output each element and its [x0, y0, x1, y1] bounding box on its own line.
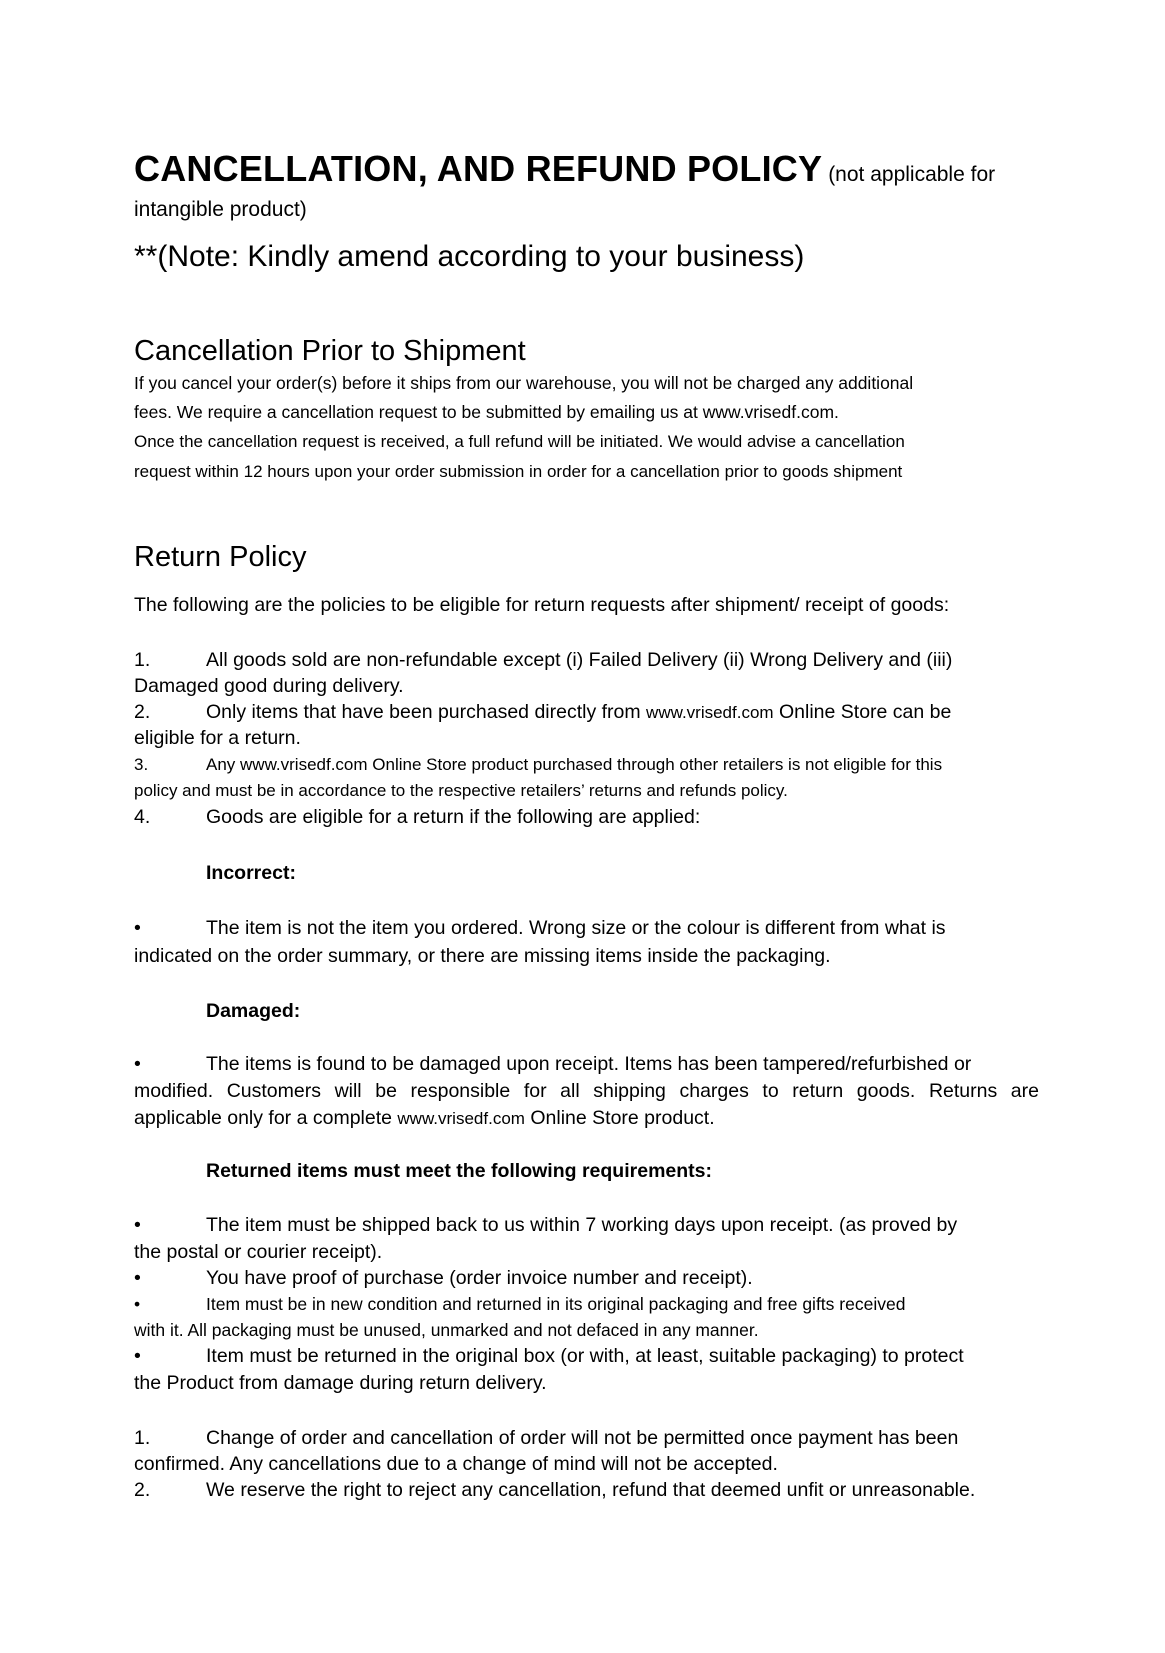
cancellation-line: Once the cancellation request is received, a full refund will be initiated. We would advise a cancellation — [134, 432, 905, 451]
list-item-text: We reserve the right to reject any cancellation, refund that deemed unfit or unreasonable. — [206, 1479, 976, 1501]
bullet-text: Online Store product. — [524, 1107, 715, 1129]
bullet-text: Item must be in new condition and returned in its original packaging and free gifts received — [206, 1294, 906, 1314]
return-intro: The following are the policies to be eligible for return requests after shipment/ receipt of goods: — [134, 594, 950, 616]
bullet-text: applicable only for a complete — [134, 1107, 398, 1129]
bullet-item — [134, 1345, 964, 1368]
bullet-text: The item must be shipped back to us within 7 working days upon receipt. (as proved by — [206, 1214, 958, 1236]
title-sub-continued: intangible product) — [134, 198, 307, 221]
list-item-continued: Damaged good during delivery. — [134, 675, 404, 697]
list-item-text: All goods sold are non-refundable except (i) Failed Delivery (ii) Wrong Delivery and (iii) — [206, 649, 953, 671]
title-sub: (not applicable for — [828, 163, 996, 186]
bullet-text: The item is not the item you ordered. Wrong size or the colour is different from what is — [206, 917, 946, 939]
site-link-text: www.vrisedf.com — [397, 1109, 525, 1128]
site-link-text: www.vrisedf.com — [646, 703, 774, 722]
damaged-heading: Damaged: — [206, 1000, 301, 1022]
list-number: 3. — [134, 755, 149, 774]
title-main: CANCELLATION, AND REFUND POLICY — [134, 148, 823, 189]
page-title — [134, 148, 995, 190]
bullet-item-continued — [134, 1107, 715, 1130]
bullet-item-continued: the Product from damage during return delivery. — [134, 1372, 547, 1394]
bullet-item — [134, 1267, 753, 1290]
list-item-text: Goods are eligible for a return if the following are applied: — [206, 806, 701, 828]
cancellation-heading: Cancellation Prior to Shipment — [134, 335, 526, 367]
bullet-item — [134, 1214, 957, 1237]
bullet-text: Item must be returned in the original box (or with, at least, suitable packaging) to protect — [206, 1345, 964, 1367]
list-item-continued: confirmed. Any cancellations due to a change of mind will not be accepted. — [134, 1453, 778, 1475]
bullet: • — [134, 917, 141, 939]
bullet: • — [134, 1345, 141, 1367]
list-item — [134, 1427, 958, 1450]
bullet: • — [134, 1267, 141, 1289]
bullet-item — [134, 917, 946, 940]
list-item — [134, 755, 942, 775]
list-number: 2. — [134, 1479, 151, 1501]
bullet-item-continued: indicated on the order summary, or there are missing items inside the packaging. — [134, 945, 831, 967]
list-number: 1. — [134, 1427, 151, 1449]
list-item — [134, 649, 952, 672]
bullet-item-continued: modified. Customers will be responsible for all shipping charges to return goods. Returns are — [134, 1080, 1039, 1102]
list-item-continued: eligible for a return. — [134, 727, 301, 749]
list-item-continued: policy and must be in accordance to the respective retailers’ returns and refunds policy. — [134, 781, 788, 800]
list-item — [134, 701, 951, 724]
incorrect-heading: Incorrect: — [206, 862, 296, 884]
list-number: 4. — [134, 806, 151, 828]
bullet: • — [134, 1294, 141, 1314]
list-item-text: Online Store can be — [773, 701, 952, 723]
list-item-text: Any www.vrisedf.com Online Store product purchased through other retailers is not eligible for this — [206, 755, 943, 774]
amend-note: **(Note: Kindly amend according to your business) — [134, 240, 805, 273]
list-item-text: Change of order and cancellation of order will not be permitted once payment has been — [206, 1427, 959, 1449]
cancellation-line: fees. We require a cancellation request to be submitted by emailing us at www.vrisedf.com. — [134, 402, 839, 422]
list-item — [134, 1479, 975, 1502]
bullet-item-continued: with it. All packaging must be unused, unmarked and not defaced in any manner. — [134, 1320, 759, 1340]
bullet: • — [134, 1053, 141, 1075]
list-item — [134, 806, 700, 829]
bullet-item-continued: the postal or courier receipt). — [134, 1241, 383, 1263]
list-item-text: Only items that have been purchased directly from — [206, 701, 647, 723]
cancellation-line: request within 12 hours upon your order submission in order for a cancellation prior to goods shipment — [134, 462, 903, 481]
cancellation-line: If you cancel your order(s) before it ships from our warehouse, you will not be charged any additional — [134, 373, 914, 393]
bullet-item — [134, 1053, 971, 1076]
list-number: 1. — [134, 649, 151, 671]
bullet-text: The items is found to be damaged upon receipt. Items has been tampered/refurbished or — [206, 1053, 972, 1075]
bullet-item — [134, 1294, 905, 1315]
list-number: 2. — [134, 701, 151, 723]
bullet: • — [134, 1214, 141, 1236]
bullet-text: You have proof of purchase (order invoice number and receipt). — [206, 1267, 753, 1289]
return-policy-heading: Return Policy — [134, 541, 307, 573]
requirements-heading: Returned items must meet the following requirements: — [206, 1160, 712, 1182]
